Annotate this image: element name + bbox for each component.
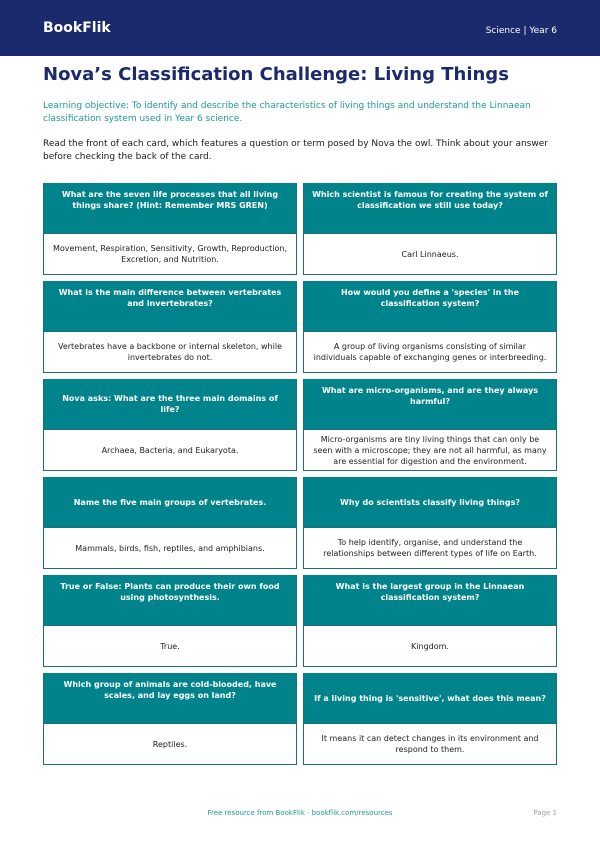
card-answer: Vertebrates have a backbone or internal skeleton, while invertebrates do not.	[44, 331, 296, 372]
learning-objective: Learning objective: To identify and describe the characteristics of living things and understand the Linnaean classification system used in Year 6 science.	[43, 101, 531, 124]
card-question: Why do scientists classify living things?	[304, 477, 556, 527]
flashcard[interactable]	[303, 673, 557, 765]
flashcard[interactable]	[43, 477, 297, 569]
card-answer: To help identify, organise, and understand the relationships between different types of life on Earth.	[304, 527, 556, 568]
card-answer: Archaea, Bacteria, and Eukaryota.	[44, 429, 296, 470]
card-row	[43, 183, 557, 275]
card-answer: It means it can detect changes in its environment and respond to them.	[304, 723, 556, 764]
card-question: If a living thing is 'sensitive', what does this mean?	[304, 673, 556, 723]
flashcard[interactable]	[43, 379, 297, 471]
card-row	[43, 673, 557, 765]
flashcard[interactable]	[303, 281, 557, 373]
card-question: What is the largest group in the Linnaean classification system?	[304, 575, 556, 625]
card-question: What is the main difference between vertebrates and invertebrates?	[44, 281, 296, 331]
flashcard[interactable]	[303, 183, 557, 275]
flashcard-grid	[43, 183, 557, 771]
page-title: Nova’s Classification Challenge: Living Things	[43, 64, 509, 85]
footer-credit[interactable]: Free resource from BookFlik · bookflik.com/resources	[207, 809, 393, 817]
card-row	[43, 477, 557, 569]
card-answer: Carl Linnaeus.	[304, 233, 556, 274]
card-question: What are micro-organisms, and are they always harmful?	[304, 379, 556, 429]
card-answer: Reptiles.	[44, 723, 296, 764]
card-answer: Kingdom.	[304, 625, 556, 666]
flashcard[interactable]	[43, 183, 297, 275]
card-answer: Movement, Respiration, Sensitivity, Growth, Reproduction, Excretion, and Nutrition.	[44, 233, 296, 274]
card-question: Nova asks: What are the three main domains of life?	[44, 379, 296, 429]
card-question: How would you define a 'species' in the classification system?	[304, 281, 556, 331]
card-question: Which group of animals are cold-blooded, have scales, and lay eggs on land?	[44, 673, 296, 723]
brand-logo[interactable]: BookFlik	[43, 20, 111, 36]
card-answer: A group of living organisms consisting of similar individuals capable of exchanging genes or interbreeding.	[304, 331, 556, 372]
page-number: Page 1	[533, 809, 557, 817]
flashcard[interactable]	[303, 379, 557, 471]
card-answer: Micro-organisms are tiny living things that can only be seen with a microscope; they are not all harmful, as many are essential for digestion and the environment.	[304, 429, 556, 470]
flashcard[interactable]	[303, 575, 557, 667]
card-question: What are the seven life processes that all living things share? (Hint: Remember MRS GREN)	[44, 183, 296, 233]
header-bar	[0, 0, 600, 56]
card-row	[43, 379, 557, 471]
card-question: Which scientist is famous for creating the system of classification we still use today?	[304, 183, 556, 233]
flashcard[interactable]	[43, 575, 297, 667]
flashcard[interactable]	[43, 673, 297, 765]
card-row	[43, 575, 557, 667]
card-answer: Mammals, birds, fish, reptiles, and amphibians.	[44, 527, 296, 568]
flashcard[interactable]	[303, 477, 557, 569]
flashcard[interactable]	[43, 281, 297, 373]
breadcrumb: Science | Year 6	[485, 26, 557, 36]
card-row	[43, 281, 557, 373]
card-question: True or False: Plants can produce their own food using photosynthesis.	[44, 575, 296, 625]
instructions: Read the front of each card, which features a question or term posed by Nova the owl. Think about your answer before checking the back of the card.	[43, 139, 548, 162]
card-question: Name the five main groups of vertebrates.	[44, 477, 296, 527]
card-answer: True.	[44, 625, 296, 666]
